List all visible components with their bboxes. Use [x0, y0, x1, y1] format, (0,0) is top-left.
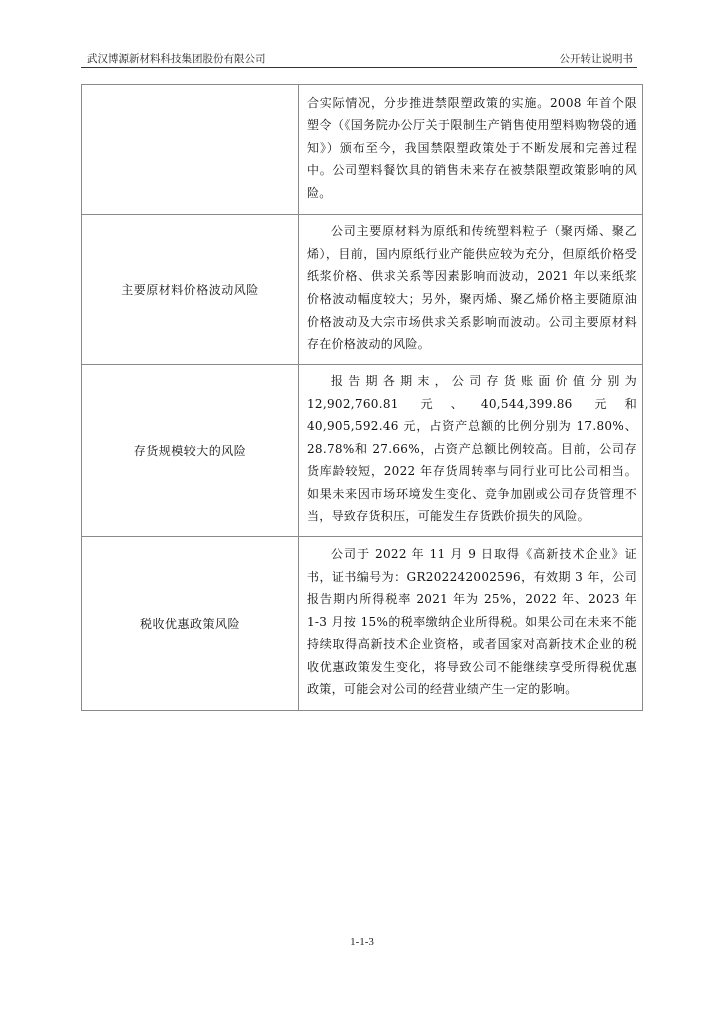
risk-description-cell: 公司于 2022 年 11 月 9 日取得《高新技术企业》证书，证书编号为：GR202242002596，有效期 3 年，公司报告期内所得税率 2021 年为 25%，2022 年、2023 年 1-3 月按 15%的税率缴纳企业所得税。如果公司在未来不能持续取得高新技术企业资格，或者国家对高新技术企业的税收优惠政策发生变化，将导致公司不能继续享受所得税优惠政策，可能会对公司的经营业绩产生一定的影响。: [299, 537, 643, 711]
company-name: 武汉博源新材料科技集团股份有限公司: [87, 53, 266, 65]
risk-name-cell: 存货规模较大的风险: [82, 365, 299, 537]
table-row: [82, 537, 643, 711]
risk-factors-table: [81, 84, 643, 711]
risk-name-cell: 主要原材料价格波动风险: [82, 215, 299, 365]
risk-description-cell: 公司主要原材料为原纸和传统塑料粒子（聚丙烯、聚乙烯），目前，国内原纸行业产能供应较为充分，但原纸价格受纸浆价格、供求关系等因素影响而波动，2021 年以来纸浆价格波动幅度较大；另外，聚丙烯、聚乙烯价格主要随原油价格波动及大宗市场供求关系影响而波动。公司主要原材料存在价格波动的风险。: [299, 215, 643, 365]
risk-description-cell: 合实际情况，分步推进禁限塑政策的实施。2008 年首个限塑令（《国务院办公厅关于限制生产销售使用塑料购物袋的通知》）颁布至今，我国禁限塑政策处于不断发展和完善过程中。公司塑料餐饮具的销售未来存在被禁限塑政策影响的风险。: [299, 85, 643, 215]
page-number: 1-1-3: [350, 936, 374, 948]
risk-name-cell: [82, 85, 299, 215]
header-divider: [81, 67, 637, 68]
table-row: [82, 365, 643, 537]
table-row: [82, 85, 643, 215]
document-title: 公开转让说明书: [559, 53, 633, 65]
page-header: [81, 50, 637, 66]
risk-name-cell: 税收优惠政策风险: [82, 537, 299, 711]
risk-description-cell: 报告期各期末，公司存货账面价值分别为 12,902,760.81 元、40,544,399.86 元和 40,905,592.46 元，占资产总额的比例分别为 17.80%、28.78%和 27.66%，占资产总额比例较高。目前，公司存货库龄较短，2022 年存货周转率与同行业可比公司相当。如果未来因市场环境发生变化、竞争加剧或公司存货管理不当，导致存货积压，可能发生存货跌价损失的风险。: [299, 365, 643, 537]
table-row: [82, 215, 643, 365]
